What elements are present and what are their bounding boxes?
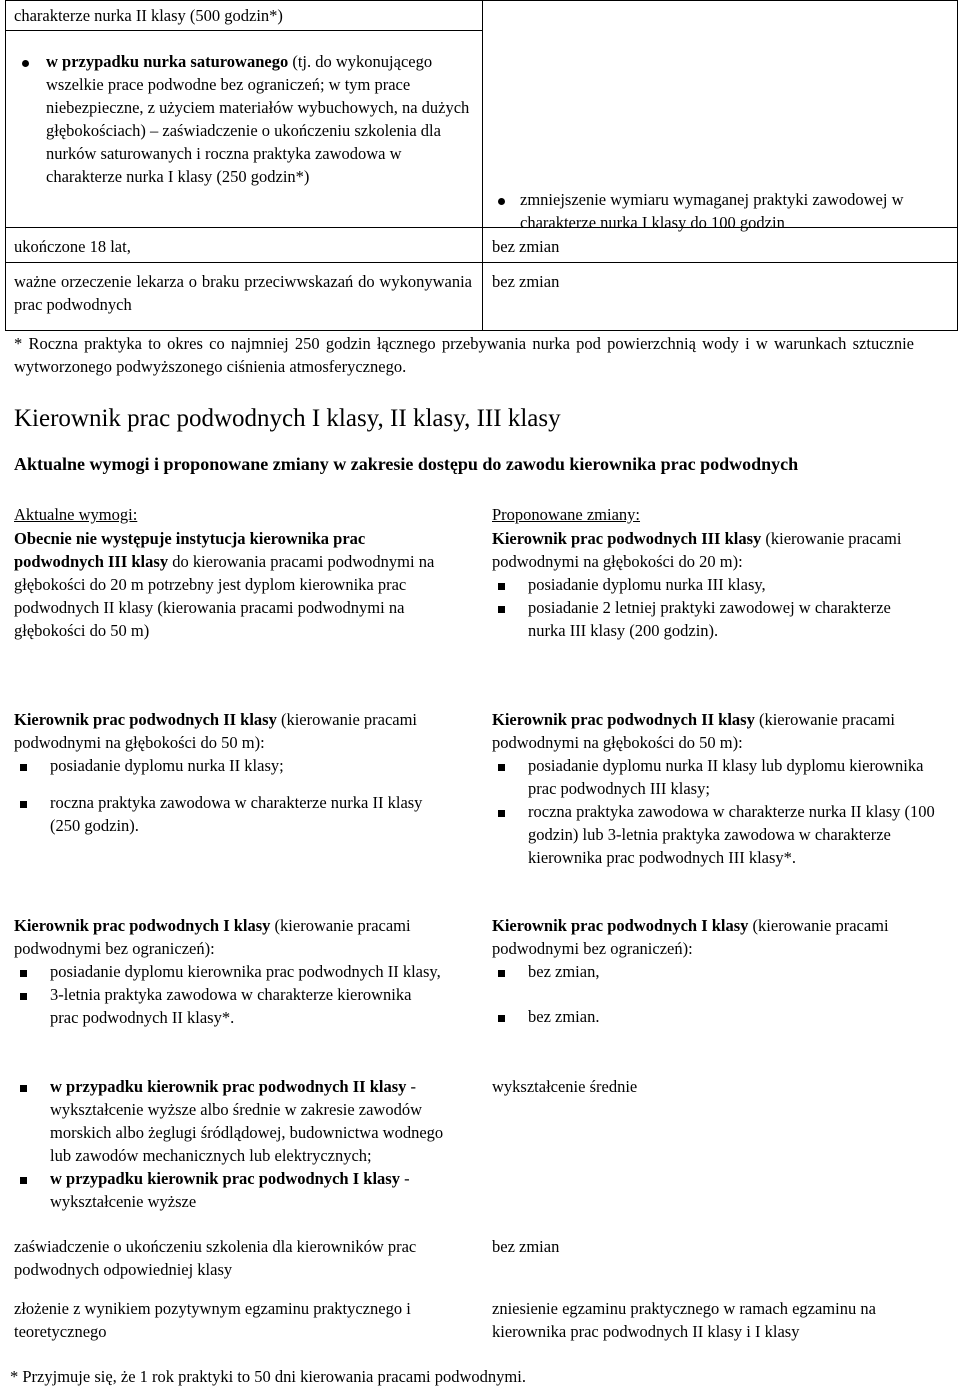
b4-right: [492, 1075, 932, 1098]
table1-row2-left: [16, 50, 476, 188]
left-column-header: [14, 503, 137, 526]
b1-left-bold: Obecnie nie występuje instytucja kierownika prac podwodnych III klasy: [14, 529, 366, 571]
table1-row4-right: [492, 270, 942, 293]
b5-left: [14, 1235, 484, 1281]
list-item: [14, 1075, 464, 1167]
list-item-text: roczna praktyka zawodowa w charakterze nurka II klasy (100 godzin) lub 3-letnia praktyka zawodowa w charakterze kierownika prac podwodnych III klasy*.: [528, 802, 935, 867]
bullet-square-icon: [14, 1075, 32, 1098]
b3-right: [492, 914, 932, 1028]
footnote-year-text: * Przyjmuje się, że 1 rok praktyki to 50 dni kierowania pracami podwodnymi.: [10, 1367, 526, 1386]
b3-right-title: Kierownik prac podwodnych I klasy: [492, 916, 749, 935]
b6-left: [14, 1297, 414, 1343]
b1-left-rest: do kierowania pracami podwodnymi na głębokości do 20 m potrzebny jest dyplom kierownika prac podwodnych II klasy (kierowania pracami podwodnymi na głębokości do 50 m): [14, 552, 435, 640]
table1-row3-right: [492, 235, 942, 258]
b3-right-title-rest: (kierowanie pracami podwodnymi bez ograniczeń):: [492, 916, 889, 958]
bullet-square-icon: [492, 573, 510, 596]
b2-right-title-rest: (kierowanie pracami podwodnymi na głębokości do 50 m):: [492, 710, 896, 752]
table-border-left: [5, 0, 6, 330]
list-item: [14, 791, 450, 837]
list-item-text: - wykształcenie wyższe albo średnie w zakresie zawodów morskich albo żeglugi śródlądowej, budownictwa wodnego lub zawodów mechanicznych lub elektrycznych;: [50, 1077, 444, 1165]
list-item-text: 3-letnia praktyka zawodowa w charakterze kierownika prac podwodnych II klasy*.: [50, 985, 412, 1027]
right-header-text: Proponowane zmiany:: [492, 505, 641, 524]
list-item-text: posiadanie dyplomu kierownika prac podwodnych II klasy,: [50, 962, 441, 981]
table-row-divider: [5, 262, 958, 263]
list-item: [14, 754, 464, 777]
list-item: [492, 1005, 932, 1028]
list-item-text: bez zmian.: [528, 1007, 600, 1026]
list-item: [14, 960, 474, 983]
bullet-dot-icon: [492, 188, 510, 211]
table1-row4-left: [14, 270, 472, 316]
bullet-square-icon: [492, 596, 510, 619]
bullet-square-icon: [492, 960, 510, 983]
list-item: [492, 800, 942, 869]
list-item-text: posiadanie dyplomu nurka II klasy lub dyplomu kierownika prac podwodnych III klasy;: [528, 756, 924, 798]
b2-right: [492, 708, 942, 869]
b5-left-text: zaświadczenie o ukończeniu szkolenia dla kierowników prac podwodnych odpowiedniej klasy: [14, 1237, 417, 1279]
bullet-dot-icon: [16, 50, 34, 73]
b5-right-text: bez zmian: [492, 1237, 560, 1256]
bullet-square-icon: [14, 960, 32, 983]
table-row-divider: [5, 30, 482, 31]
b5-right: [492, 1235, 932, 1258]
table-border-bottom: [5, 330, 958, 331]
list-item-bold: w przypadku kierownik prac podwodnych I klasy: [50, 1169, 400, 1188]
b2-right-title: Kierownik prac podwodnych II klasy: [492, 710, 755, 729]
subtitle-text: Aktualne wymogi i proponowane zmiany w zakresie dostępu do zawodu kierownika prac podwodnych: [14, 454, 799, 474]
b2-left-title: Kierownik prac podwodnych II klasy: [14, 710, 277, 729]
list-item: [492, 596, 932, 642]
b6-right: [492, 1297, 937, 1343]
b4-left: [14, 1075, 464, 1213]
bullet-square-icon: [492, 754, 510, 777]
bullet-square-icon: [492, 1005, 510, 1028]
list-item-text: posiadanie 2 letniej praktyki zawodowej w charakterze nurka III klasy (200 godzin).: [528, 598, 891, 640]
table-border-right: [957, 0, 958, 330]
list-item: [14, 983, 430, 1029]
bullet-square-icon: [14, 754, 32, 777]
list-item: [492, 573, 932, 596]
list-item: [492, 960, 932, 983]
table-border-mid: [482, 0, 483, 330]
b6-left-text: złożenie z wynikiem pozytywnym egzaminu praktycznego i teoretycznego: [14, 1299, 411, 1341]
bullet-square-icon: [14, 791, 32, 814]
b1-right-title: Kierownik prac podwodnych III klasy: [492, 529, 762, 548]
b4-right-text: wykształcenie średnie: [492, 1077, 638, 1096]
bullet-square-icon: [14, 983, 32, 1006]
list-item-text: roczna praktyka zawodowa w charakterze nurka II klasy (250 godzin).: [50, 793, 423, 835]
medical-requirement: ważne orzeczenie lekarza o braku przeciwwskazań do wykonywania prac podwodnych: [14, 272, 472, 314]
section-title-text: Kierownik prac podwodnych I klasy, II klasy, III klasy: [14, 405, 561, 432]
section-title: [14, 403, 561, 435]
b1-left: [14, 527, 454, 642]
bullet-square-icon: [492, 800, 510, 823]
b1-right: [492, 527, 932, 642]
footnote-text: * Roczna praktyka to okres co najmniej 250 godzin łącznego przebywania nurka pod powierzchnią wody i w warunkach sztucznie wytworzonego podwyższonego ciśnienia atmosferycznego.: [14, 334, 914, 376]
table1-row1-text: charakterze nurka II klasy (500 godzin*): [14, 6, 283, 25]
list-item-text: posiadanie dyplomu nurka II klasy;: [50, 756, 284, 775]
age-requirement: ukończone 18 lat,: [14, 237, 131, 256]
left-header-text: Aktualne wymogi:: [14, 505, 138, 524]
saturated-diver-label: w przypadku nurka saturowanego: [46, 52, 289, 71]
footnote-practice: [14, 332, 914, 378]
b6-right-text: zniesienie egzaminu praktycznego w ramach egzaminu na kierownika prac podwodnych II klasy i I klasy: [492, 1299, 876, 1341]
b3-left-title: Kierownik prac podwodnych I klasy: [14, 916, 271, 935]
no-change-text: bez zmian: [492, 272, 560, 291]
list-item-text: bez zmian,: [528, 962, 600, 981]
b3-left: [14, 914, 474, 1029]
footnote-year: [10, 1365, 950, 1388]
b2-left: [14, 708, 464, 837]
list-item: [492, 754, 942, 800]
table1-row2-right: [492, 188, 950, 234]
row2-right-text: zmniejszenie wymiaru wymaganej praktyki zawodowej w charakterze nurka I klasy do 100 godzin: [520, 190, 904, 232]
bullet-square-icon: [14, 1167, 32, 1190]
list-item-text: - wykształcenie wyższe: [50, 1169, 410, 1211]
list-item-text: posiadanie dyplomu nurka III klasy,: [528, 575, 766, 594]
table1-row1-left: [14, 4, 474, 27]
list-item-bold: w przypadku kierownik prac podwodnych II klasy: [50, 1077, 407, 1096]
list-item: [14, 1167, 464, 1213]
no-change-text: bez zmian: [492, 237, 560, 256]
saturated-diver-text: (tj. do wykonującego wszelkie prace podwodne bez ograniczeń; w tym prace niebezpieczne, z użyciem materiałów wybuchowych, na dużych głębokościach) – zaświadczenie o ukończeniu szkolenia dla nurków saturowanych i roczna praktyka zawodowa w charakterze nurka I klasy (250 godzin*): [46, 52, 470, 186]
b2-left-title-rest: (kierowanie pracami podwodnymi na głębokości do 50 m):: [14, 710, 418, 752]
b1-right-title-rest: (kierowanie pracami podwodnymi na głębokości do 20 m):: [492, 529, 902, 571]
subtitle: [14, 452, 914, 476]
table1-row3-left: [14, 235, 474, 258]
b3-left-title-rest: (kierowanie pracami podwodnymi bez ograniczeń):: [14, 916, 411, 958]
right-column-header: [492, 503, 640, 526]
